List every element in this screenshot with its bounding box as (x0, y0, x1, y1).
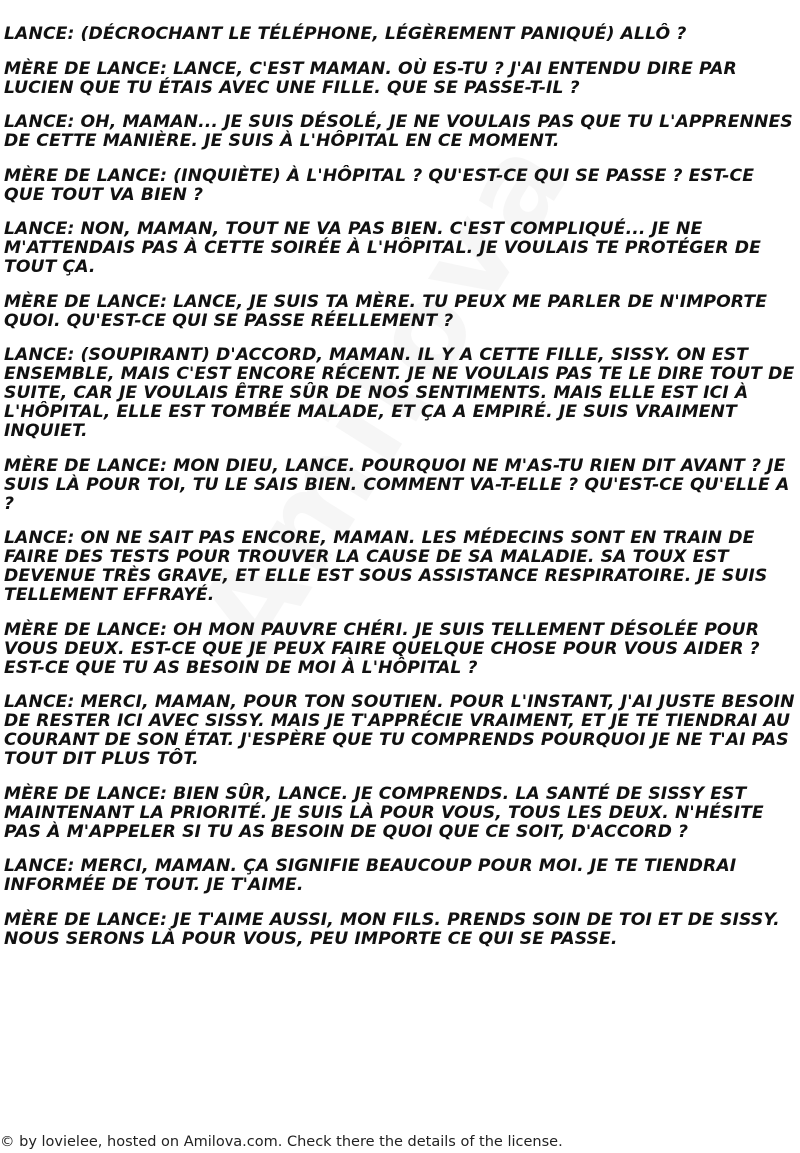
dialogue-paragraph: MÈRE DE LANCE: BIEN SÛR, LANCE. JE COMPRENDS. LA SANTÉ DE SISSY EST MAINTENANT LA PRIORITÉ. JE SUIS LÀ POUR VOUS, TOUS LES DEUX. N'HÉSITE PAS À M'APPELER SI TU AS BESOIN DE QUOI QUE CE SOIT, D'ACCORD ? (4, 783, 764, 842)
dialogue-paragraph: MÈRE DE LANCE: OH MON PAUVRE CHÉRI. JE SUIS TELLEMENT DÉSOLÉE POUR VOUS DEUX. EST-CE QUE JE PEUX FAIRE QUELQUE CHOSE POUR VOUS AIDER ? EST-CE QUE TU AS BESOIN DE MOI À L'HÔPITAL ? (4, 619, 760, 678)
dialogue-paragraph: LANCE: NON, MAMAN, TOUT NE VA PAS BIEN. C'EST COMPLIQUÉ... JE NE M'ATTENDAIS PAS À CETTE SOIRÉE À L'HÔPITAL. JE VOULAIS TE PROTÉGER DE TOUT ÇA. (4, 219, 761, 277)
dialogue-paragraph: LANCE: OH, MAMAN... JE SUIS DÉSOLÉ, JE NE VOULAIS PAS QUE TU L'APPRENNES DE CETTE MANIÈRE. JE SUIS À L'HÔPITAL EN CE MOMENT. (4, 112, 793, 151)
dialogue-paragraph: MÈRE DE LANCE: LANCE, C'EST MAMAN. OÙ ES-TU ? J'AI ENTENDU DIRE PAR LUCIEN QUE TU ÉTAIS AVEC UNE FILLE. QUE SE PASSE-T-IL ? (4, 58, 737, 98)
dialogue-paragraph: LANCE: MERCI, MAMAN, POUR TON SOUTIEN. POUR L'INSTANT, J'AI JUSTE BESOIN DE RESTER ICI AVEC SISSY. MAIS JE T'APPRÉCIE VRAIMENT, ET JE TE TIENDRAI AU COURANT DE SON ÉTAT. J'ESPÈRE QUE TU COMPRENDS POURQUOI JE NE T'AI PAS TOUT DIT PLUS TÔT. (4, 692, 795, 769)
dialogue-text (4, 25, 796, 964)
dialogue-paragraph: LANCE: ON NE SAIT PAS ENCORE, MAMAN. LES MÉDECINS SONT EN TRAIN DE FAIRE DES TESTS POUR TROUVER LA CAUSE DE SA MALADIE. SA TOUX EST DEVENUE TRÈS GRAVE, ET ELLE EST SOUS ASSISTANCE RESPIRATOIRE. JE SUIS TELLEMENT EFFRAYÉ. (4, 528, 768, 605)
dialogue-paragraph: LANCE: (SOUPIRANT) D'ACCORD, MAMAN. IL Y A CETTE FILLE, SISSY. ON EST ENSEMBLE, MAIS C'EST ENCORE RÉCENT. JE NE VOULAIS PAS TE LE DIRE TOUT DE SUITE, CAR JE VOULAIS ÊTRE SÛR DE NOS SENTIMENTS. MAIS ELLE EST ICI À L'HÔPITAL, ELLE EST TOMBÉE MALADE, ET ÇA A EMPIRÉ. JE SUIS VRAIMENT INQUIET. (4, 345, 795, 441)
license-footer: © by lovielee, hosted on Amilova.com. Check there the details of the license. (0, 1134, 563, 1150)
dialogue-paragraph: MÈRE DE LANCE: (INQUIÈTE) À L'HÔPITAL ? QU'EST-CE QUI SE PASSE ? EST-CE QUE TOUT VA BIEN ? (4, 165, 755, 205)
dialogue-paragraph: LANCE: (DÉCROCHANT LE TÉLÉPHONE, LÉGÈREMENT PANIQUÉ) ALLÔ ? (4, 24, 687, 44)
dialogue-paragraph: MÈRE DE LANCE: LANCE, JE SUIS TA MÈRE. TU PEUX ME PARLER DE N'IMPORTE QUOI. QU'EST-CE QUI SE PASSE RÉELLEMENT ? (4, 291, 768, 331)
dialogue-paragraph: LANCE: MERCI, MAMAN. ÇA SIGNIFIE BEAUCOUP POUR MOI. JE TE TIENDRAI INFORMÉE DE TOUT. JE T'AIME. (4, 856, 737, 895)
dialogue-paragraph: MÈRE DE LANCE: MON DIEU, LANCE. POURQUOI NE M'AS-TU RIEN DIT AVANT ? JE SUIS LÀ POUR TOI, TU LE SAIS BIEN. COMMENT VA-T-ELLE ? QU'EST-CE QU'ELLE A ? (4, 455, 790, 514)
dialogue-paragraph: MÈRE DE LANCE: JE T'AIME AUSSI, MON FILS. PRENDS SOIN DE TOI ET DE SISSY. NOUS SERONS LÀ POUR VOUS, PEU IMPORTE CE QUI SE PASSE. (4, 909, 780, 949)
